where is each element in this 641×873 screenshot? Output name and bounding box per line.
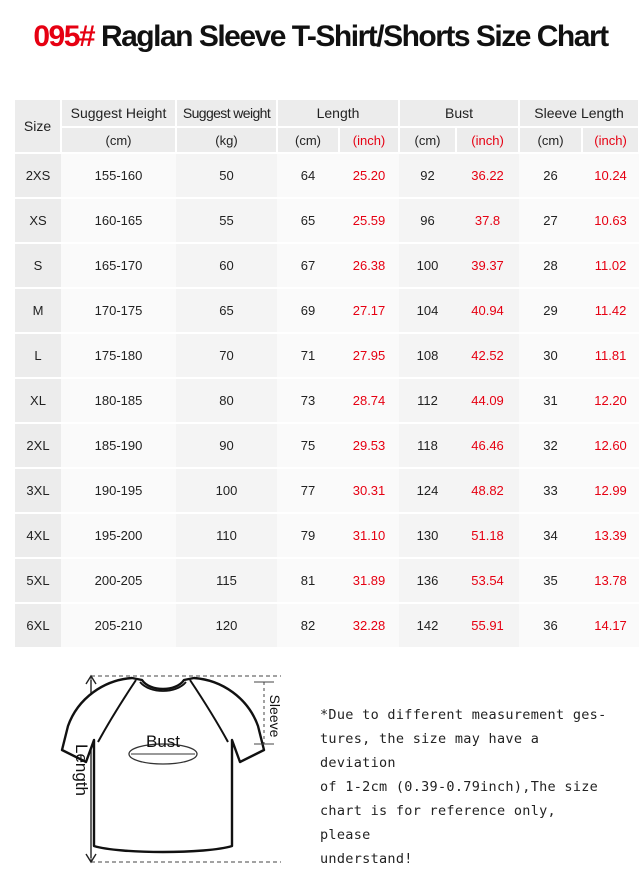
bust-inch-cell: 46.46 [456,423,519,468]
size-cell: S [15,243,61,288]
weight-cell: 100 [176,468,277,513]
length-inch-cell: 30.31 [339,468,399,513]
bust-inch-cell: 44.09 [456,378,519,423]
bust-cm-cell: 104 [399,288,456,333]
table-row [15,288,639,333]
weight-header: Suggest weight [176,100,277,127]
sleeve-inch-cell: 11.42 [582,288,639,333]
length-inch-cell: 26.38 [339,243,399,288]
size-chart-table [15,100,640,649]
sleeve-length-header: Sleeve Length [519,100,639,127]
length-cm-cell: 77 [277,468,339,513]
size-cell: 3XL [15,468,61,513]
note-line: understand! [320,851,413,867]
length-inch-cell: 25.20 [339,153,399,198]
size-cell: 4XL [15,513,61,558]
sleeve-inch-cell: 11.81 [582,333,639,378]
sleeve-inch-cell: 12.99 [582,468,639,513]
sleeve-cm-cell: 34 [519,513,582,558]
length-inch-cell: 27.17 [339,288,399,333]
weight-cell: 55 [176,198,277,243]
bust-cm-cell: 130 [399,513,456,558]
height-header: Suggest Height [61,100,176,127]
sleeve-inch-cell: 13.78 [582,558,639,603]
weight-cell: 110 [176,513,277,558]
length-inch-cell: 27.95 [339,333,399,378]
size-header: Size [15,100,61,153]
length-inch-cell: 31.89 [339,558,399,603]
size-cell: L [15,333,61,378]
sleeve-cm-cell: 32 [519,423,582,468]
bust-inch-cell: 37.8 [456,198,519,243]
weight-cell: 115 [176,558,277,603]
bust-inch-cell: 55.91 [456,603,519,648]
note-line: tures, the size may have a deviation [320,731,540,771]
height-cell: 190-195 [61,468,176,513]
height-cell: 200-205 [61,558,176,603]
bust-cm-cell: 136 [399,558,456,603]
length-cm-cell: 67 [277,243,339,288]
sleeve-cm-cell: 35 [519,558,582,603]
sleeve-cm-cell: 29 [519,288,582,333]
sleeve-cm-cell: 27 [519,198,582,243]
sleeve-cm-cell: 36 [519,603,582,648]
length-inch-cell: 32.28 [339,603,399,648]
length-cm-cell: 75 [277,423,339,468]
table-row [15,198,639,243]
length-inch-cell: 31.10 [339,513,399,558]
weight-unit: (kg) [176,127,277,153]
note-line: chart is for reference only, please [320,803,556,843]
table-row [15,603,639,648]
weight-cell: 90 [176,423,277,468]
bust-cm-cell: 108 [399,333,456,378]
bust-inch-cell: 48.82 [456,468,519,513]
length-label: Length [72,744,91,796]
bust-cm-cell: 100 [399,243,456,288]
height-cell: 170-175 [61,288,176,333]
length-cm-cell: 65 [277,198,339,243]
bust-cm-cell: 124 [399,468,456,513]
disclaimer-note [320,703,610,871]
sleeve-cm-cell: 31 [519,378,582,423]
bust-inch-unit: (inch) [456,127,519,153]
bust-inch-cell: 40.94 [456,288,519,333]
height-cell: 185-190 [61,423,176,468]
height-cell: 155-160 [61,153,176,198]
length-inch-cell: 28.74 [339,378,399,423]
table-row [15,423,639,468]
size-cell: XS [15,198,61,243]
sleeve-cm-cell: 33 [519,468,582,513]
length-cm-cell: 79 [277,513,339,558]
length-header: Length [277,100,399,127]
table-row [15,468,639,513]
length-inch-cell: 29.53 [339,423,399,468]
sleeve-inch-cell: 10.24 [582,153,639,198]
weight-cell: 70 [176,333,277,378]
bust-cm-cell: 142 [399,603,456,648]
table-row [15,513,639,558]
sleeve-cm-unit: (cm) [519,127,582,153]
table-row [15,378,639,423]
sleeve-cm-cell: 30 [519,333,582,378]
bust-inch-cell: 53.54 [456,558,519,603]
height-cell: 180-185 [61,378,176,423]
sleeve-inch-unit: (inch) [582,127,639,153]
sleeve-cm-cell: 26 [519,153,582,198]
size-cell: M [15,288,61,333]
weight-cell: 120 [176,603,277,648]
sleeve-inch-cell: 14.17 [582,603,639,648]
sleeve-inch-cell: 13.39 [582,513,639,558]
length-inch-unit: (inch) [339,127,399,153]
table-row [15,558,639,603]
bust-inch-cell: 51.18 [456,513,519,558]
size-cell: 2XL [15,423,61,468]
height-cell: 195-200 [61,513,176,558]
size-cell: XL [15,378,61,423]
size-cell: 2XS [15,153,61,198]
length-cm-cell: 64 [277,153,339,198]
length-cm-cell: 82 [277,603,339,648]
sleeve-cm-cell: 28 [519,243,582,288]
bust-header: Bust [399,100,519,127]
bust-inch-cell: 42.52 [456,333,519,378]
table-row [15,333,639,378]
product-code: 095# [33,20,95,53]
bust-cm-cell: 118 [399,423,456,468]
table-row [15,243,639,288]
table-row [15,153,639,198]
length-cm-cell: 69 [277,288,339,333]
sleeve-inch-cell: 10.63 [582,198,639,243]
bust-inch-cell: 36.22 [456,153,519,198]
bust-inch-cell: 39.37 [456,243,519,288]
size-cell: 5XL [15,558,61,603]
length-cm-cell: 81 [277,558,339,603]
sleeve-inch-cell: 11.02 [582,243,639,288]
title-text: Raglan Sleeve T-Shirt/Shorts Size Chart [94,20,608,53]
sleeve-inch-cell: 12.60 [582,423,639,468]
size-cell: 6XL [15,603,61,648]
length-inch-cell: 25.59 [339,198,399,243]
height-cell: 175-180 [61,333,176,378]
length-cm-unit: (cm) [277,127,339,153]
bust-cm-unit: (cm) [399,127,456,153]
tshirt-diagram [36,670,286,870]
weight-cell: 60 [176,243,277,288]
sleeve-label: Sleeve [267,694,283,738]
weight-cell: 65 [176,288,277,333]
height-cell: 165-170 [61,243,176,288]
length-cm-cell: 73 [277,378,339,423]
height-cell: 205-210 [61,603,176,648]
height-unit: (cm) [61,127,176,153]
page-title [0,20,641,54]
bust-label: Bust [145,732,181,751]
weight-cell: 50 [176,153,277,198]
bust-cm-cell: 112 [399,378,456,423]
height-cell: 160-165 [61,198,176,243]
sleeve-inch-cell: 12.20 [582,378,639,423]
bust-cm-cell: 96 [399,198,456,243]
note-line: of 1-2cm (0.39-0.79inch),The size [320,779,599,795]
weight-cell: 80 [176,378,277,423]
bust-cm-cell: 92 [399,153,456,198]
length-cm-cell: 71 [277,333,339,378]
note-line: *Due to different measurement ges- [320,707,607,723]
